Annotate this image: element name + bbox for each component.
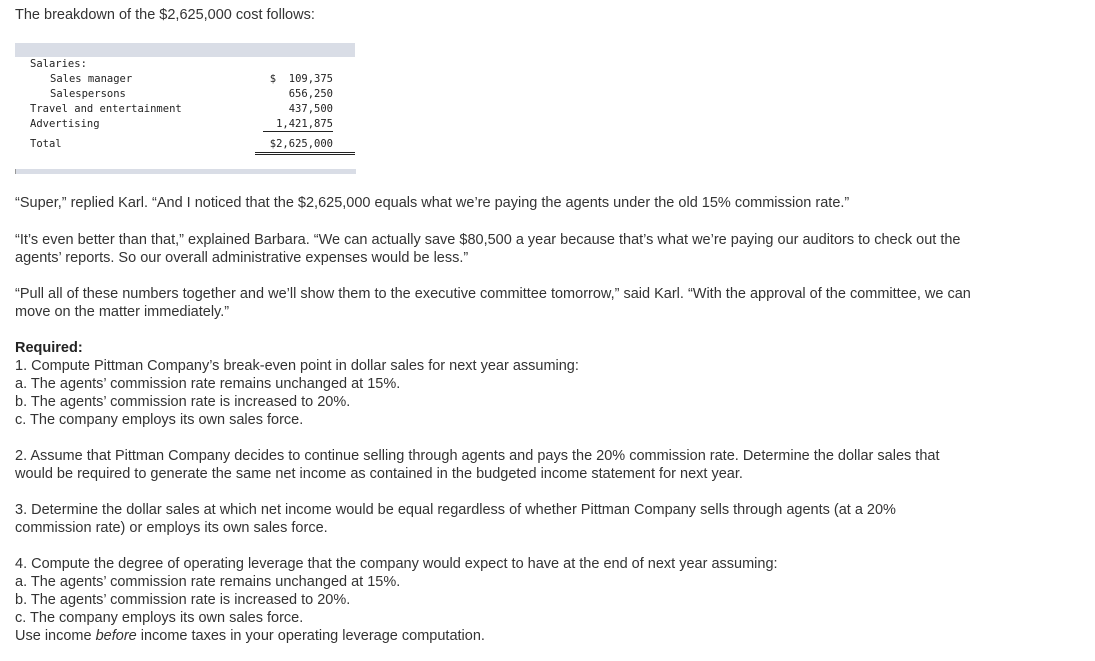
required-heading: Required: — [15, 340, 83, 356]
question-1a: a. The agents’ commission rate remains unchanged at 15%. — [15, 376, 401, 392]
required-section — [15, 339, 975, 429]
note-pre: Use income — [15, 628, 96, 644]
total-label: Total — [30, 138, 62, 150]
row-label: Sales manager — [50, 73, 133, 85]
table-row — [15, 72, 355, 87]
question-1: 1. Compute Pittman Company’s break-even point in dollar sales for next year assuming: — [15, 358, 579, 374]
paragraph-karl-pull: “Pull all of these numbers together and we’ll show them to the executive committee tomorrow,” said Karl. “With the approval of the committee, we can move on the matter immediately.” — [15, 286, 971, 320]
question-1c: c. The company employs its own sales force. — [15, 412, 304, 428]
row-amount: 1,421,875 — [276, 118, 333, 130]
row-label: Advertising — [30, 118, 100, 130]
question-2: 2. Assume that Pittman Company decides to continue selling through agents and pays the 20% commission rate. Determine the dollar sales that would be required to generate the same net income as contained in the budgeted income statement for next year. — [15, 448, 940, 482]
total-double-underline — [255, 152, 355, 155]
row-amount: 656,250 — [288, 88, 333, 100]
paragraph-karl-super: “Super,” replied Karl. “And I noticed that the $2,625,000 equals what we’re paying the agents under the old 15% commission rate.” — [15, 195, 850, 211]
subtotal-underline — [263, 131, 333, 132]
row-amount: 437,500 — [288, 103, 333, 115]
table-row — [15, 117, 355, 132]
table-row — [15, 102, 355, 117]
question-4c: c. The company employs its own sales force. — [15, 610, 304, 626]
table-footer-bar — [15, 169, 356, 174]
paragraph-barbara: “It’s even better than that,” explained Barbara. “We can actually save $80,500 a year because that’s what we’re paying our auditors to check out the agents’ reports. So our overall administrative expenses would be less.” — [15, 232, 961, 266]
note-emphasis: before — [95, 628, 137, 644]
total-amount: $2,625,000 — [269, 138, 333, 150]
row-amount: $ 109,375 — [269, 73, 333, 85]
table-header-bar — [15, 43, 355, 57]
question-1b: b. The agents’ commission rate is increased to 20%. — [15, 394, 351, 410]
row-label: Travel and entertainment — [30, 103, 182, 115]
question-4-note — [15, 627, 975, 645]
table-row — [15, 57, 355, 72]
question-4-section — [15, 555, 975, 645]
question-3: 3. Determine the dollar sales at which net income would be equal regardless of whether Pittman Company sells through agents (at a 20% commission rate) or employs its own sales force. — [15, 502, 896, 536]
table-total-row — [15, 137, 355, 152]
note-post: income taxes in your operating leverage computation. — [136, 628, 485, 644]
row-label: Salespersons — [50, 88, 126, 100]
intro-text: The breakdown of the $2,625,000 cost follows: — [15, 7, 315, 23]
table-row — [15, 87, 355, 102]
question-4: 4. Compute the degree of operating leverage that the company would expect to have at the end of next year assuming: — [15, 556, 778, 572]
salaries-header: Salaries: — [30, 58, 87, 70]
question-4b: b. The agents’ commission rate is increased to 20%. — [15, 592, 351, 608]
cost-breakdown-table — [15, 43, 355, 152]
question-4a: a. The agents’ commission rate remains unchanged at 15%. — [15, 574, 401, 590]
